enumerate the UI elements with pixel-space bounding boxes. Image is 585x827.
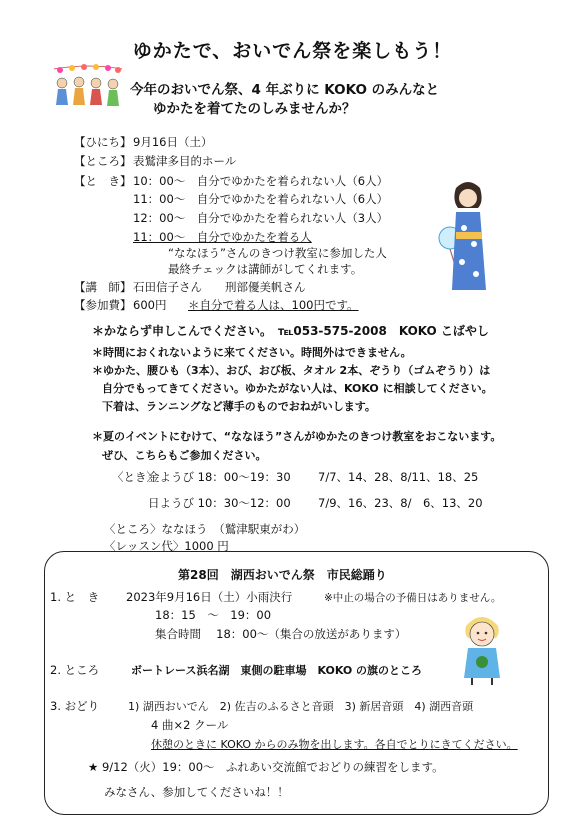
closing-message: みなさん、参加してくださいね！！ (104, 785, 289, 799)
event-date: 2023年9月16日（土）小雨決行 (126, 590, 293, 604)
label-place: 【ところ】 (74, 154, 132, 168)
value-place: 表鷲津多目的ホール (133, 154, 237, 168)
event-drink-note: 休憩のときに KOKO からのみ物を出します。各自でとりにきてください。 (151, 738, 518, 751)
label-date: 【ひにち】 (74, 135, 132, 149)
event-gather-time: 集合時間 18：00～（集合の放送があります） (155, 627, 407, 641)
final-check-note: 最終チェックは講師がしてくれます。 (168, 262, 363, 276)
label-fee: 【参加費】 (74, 298, 132, 312)
event-heading: 第28回 湖西おいでん祭 市民総踊り (178, 568, 387, 582)
lesson-row-2-dates: 7/9、16、23、8/ 6、13、20 (318, 496, 483, 510)
lesson-row-2-day: 日ようび 10：30～12：00 (148, 496, 291, 510)
mascot-child-illustration (458, 608, 506, 686)
late-note: ＊時間におくれないように来てください。時間外はできません。 (92, 346, 412, 359)
lesson-row-1-dates: 7/7、14、28、8/11、18、25 (318, 470, 479, 484)
label-time: 【と き】 (74, 174, 132, 188)
subtitle-line-1: 今年のおいでん祭、4 年ぶりに KOKO のみんなと (130, 82, 440, 98)
lesson-time-label: 〈とき〉 (112, 470, 158, 484)
lesson-fee: 〈レッスン代〉1000 円 (104, 539, 229, 553)
value-fee: 600円 (133, 298, 167, 312)
lesson-place: 〈ところ〉ななほう （鷲津駅東がわ） (104, 522, 306, 536)
time-slot-2: 11：00～ 自分でゆかたを着られない人（6人） (133, 192, 389, 206)
child-2-icon (73, 77, 85, 105)
time-slot-1: 10：00～ 自分でゆかたを着られない人（6人） (133, 174, 389, 188)
practice-note: ★ 9/12（火）19：00～ ふれあい交流館でおどりの練習をします。 (88, 760, 444, 774)
summer-note-1: ＊夏のイベントにむけて、“ななほう”さんがゆかたのきつけ教室をおこないます。 (92, 430, 502, 443)
event-item-2-label: 2. ところ (50, 663, 100, 677)
child-3-icon (90, 78, 102, 105)
event-time: 18：15 ～ 19：00 (155, 608, 272, 622)
value-date: 9月16日（土） (133, 135, 213, 149)
bring-note-3: 下着は、ランニングなど薄手のものでおねがいします。 (102, 400, 376, 413)
child-4-icon (107, 79, 119, 106)
event-item-3-label: 3. おどり (50, 699, 100, 713)
event-item-1-label: 1. と き (50, 590, 100, 604)
self-dress-condition: “ななほう”さんのきつけ教室に参加した人 (168, 246, 387, 260)
time-slot-self-dress: 11：00～ 自分でゆかたを着る人 (133, 230, 312, 244)
apply-note: ＊かならず申しこんでください。 ℡053-575-2008 KOKO こばやし (92, 324, 489, 338)
page-title: ゆかたで、おいでん祭を楽しもう！ (132, 40, 453, 62)
fee-note: ＊自分で着る人は、100円です。 (188, 298, 359, 312)
event-dance-count: 4 曲×2 クール (151, 718, 229, 732)
label-instructor: 【講 師】 (74, 280, 132, 294)
kids-yukata-illustration (52, 63, 124, 111)
event-dance-list: 1) 湖西おいでん 2) 佐吉のふるさと音頭 3) 新居音頭 4) 湖西音頭 (128, 700, 474, 713)
time-slot-3: 12：00～ 自分でゆかたを着られない人（3人） (133, 211, 389, 225)
child-1-icon (56, 78, 68, 105)
bring-note-2: 自分でもってきてください。ゆかたがない人は、KOKO に相談してください。 (102, 382, 493, 395)
event-no-backup-note: ※中止の場合の予備日はありません。 (324, 592, 502, 604)
woman-yukata-illustration (436, 178, 500, 294)
subtitle-line-2: ゆかたを着てたのしみませんか？ (153, 101, 356, 117)
event-place: ボートレース浜名湖 東側の駐車場 KOKO の旗のところ (131, 664, 423, 677)
bring-note-1: ＊ゆかた、腰ひも（3本）、おび、おび板、タオル 2本、ぞうり（ゴムぞうり）は (92, 364, 491, 377)
value-instructor: 石田信子さん 刑部優美帆さん (133, 280, 306, 294)
lesson-row-1-day: 金ようび 18：00～19：30 (148, 470, 291, 484)
summer-note-2: ぜひ、こちらもご参加ください。 (102, 449, 267, 462)
lantern-string-icon (54, 64, 122, 73)
